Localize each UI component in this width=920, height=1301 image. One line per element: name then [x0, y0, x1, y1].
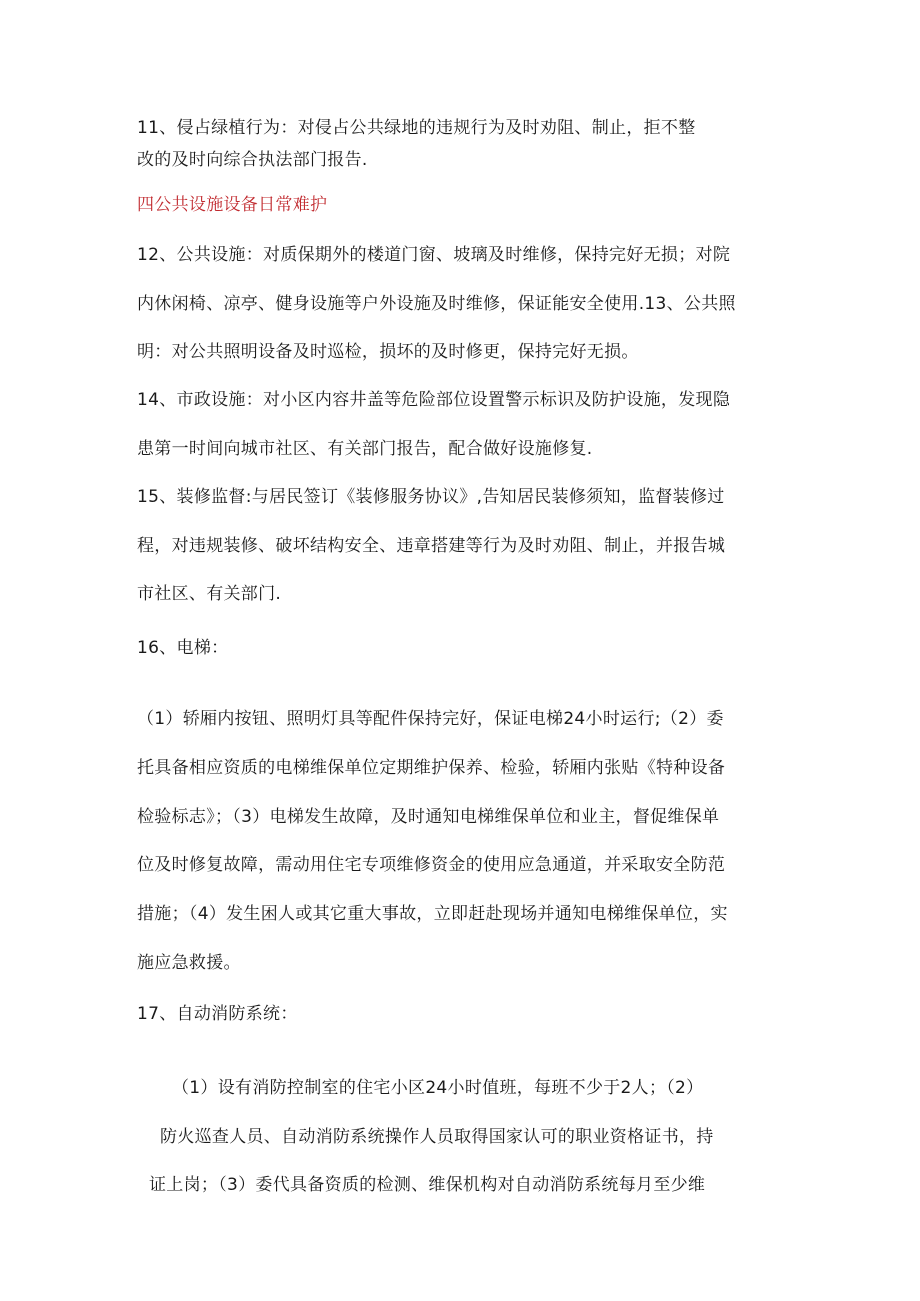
- clause-14-line-2: 患第一时间向城市社区、有关部门报告，配合做好设施修复.: [137, 439, 593, 459]
- clause-12-line-1: 12、公共设施：对质保期外的楼道门窗、坡璃及时维修，保持完好无损；对院: [137, 245, 731, 265]
- clause-12-line-3: 明：对公共照明设备及时巡检，损坏的及时修更，保持完好无损。: [137, 342, 639, 362]
- clause-17-heading: 17、自动消防系统：: [137, 1004, 298, 1024]
- clause-16-line-4: 位及时修复故障，需动用住宅专项维修资金的使用应急通道，并采取安全防范: [137, 855, 726, 875]
- clause-15-line-2: 程，对违规装修、破坏结构安全、违章搭建等行为及时劝阻、制止，并报告城: [137, 536, 726, 556]
- section-heading-4: 四公共设施设备日常难护: [137, 195, 328, 215]
- clause-16-line-2: 托具备相应资质的电梯维保单位定期维护保养、检验，轿厢内张贴《特种设备: [137, 758, 726, 778]
- clause-15-line-3: 市社区、有关部门.: [137, 584, 282, 604]
- clause-16-line-5: 措施；（4）发生困人或其它重大事故，立即赶赴现场并通知电梯维保单位，实: [137, 904, 728, 924]
- clause-16-line-6: 施应急救援。: [137, 953, 241, 973]
- clause-15-line-1: 15、装修监督:与居民签订《装修服务协议》,告知居民装修须知，监督装修过: [137, 487, 725, 507]
- clause-12-line-2: 内休闲椅、凉亭、健身设施等户外设施及时维修，保证能安全使用.13、公共照: [137, 294, 736, 314]
- clause-16-heading: 16、电梯：: [137, 638, 229, 658]
- clause-17-line-1: （1）设有消防控制室的住宅小区24小时值班，每班不少于2人；（2）: [172, 1078, 704, 1098]
- clause-17-line-2: 防火巡查人员、自动消防系统操作人员取得国家认可的职业资格证书，持: [160, 1127, 714, 1147]
- clause-17-line-3: 证上岗；（3）委代具备资质的检测、维保机构对自动消防系统每月至少维: [149, 1175, 706, 1195]
- clause-16-line-3: 检验标志》；（3）电梯发生故障，及时通知电梯维保单位和业主，督促维保单: [137, 807, 720, 827]
- clause-11-line-1: 11、侵占绿植行为：对侵占公共绿地的违规行为及时劝阻、制止，拒不整: [137, 118, 696, 138]
- clause-11-line-2: 改的及时向综合执法部门报告.: [137, 150, 368, 170]
- clause-14-line-1: 14、市政设施：对小区内容井盖等危险部位设置警示标识及防护设施，发现隐: [137, 390, 731, 410]
- clause-16-line-1: （1）轿厢内按钮、照明灯具等配件保持完好，保证电梯24小时运行;（2）委: [137, 709, 724, 729]
